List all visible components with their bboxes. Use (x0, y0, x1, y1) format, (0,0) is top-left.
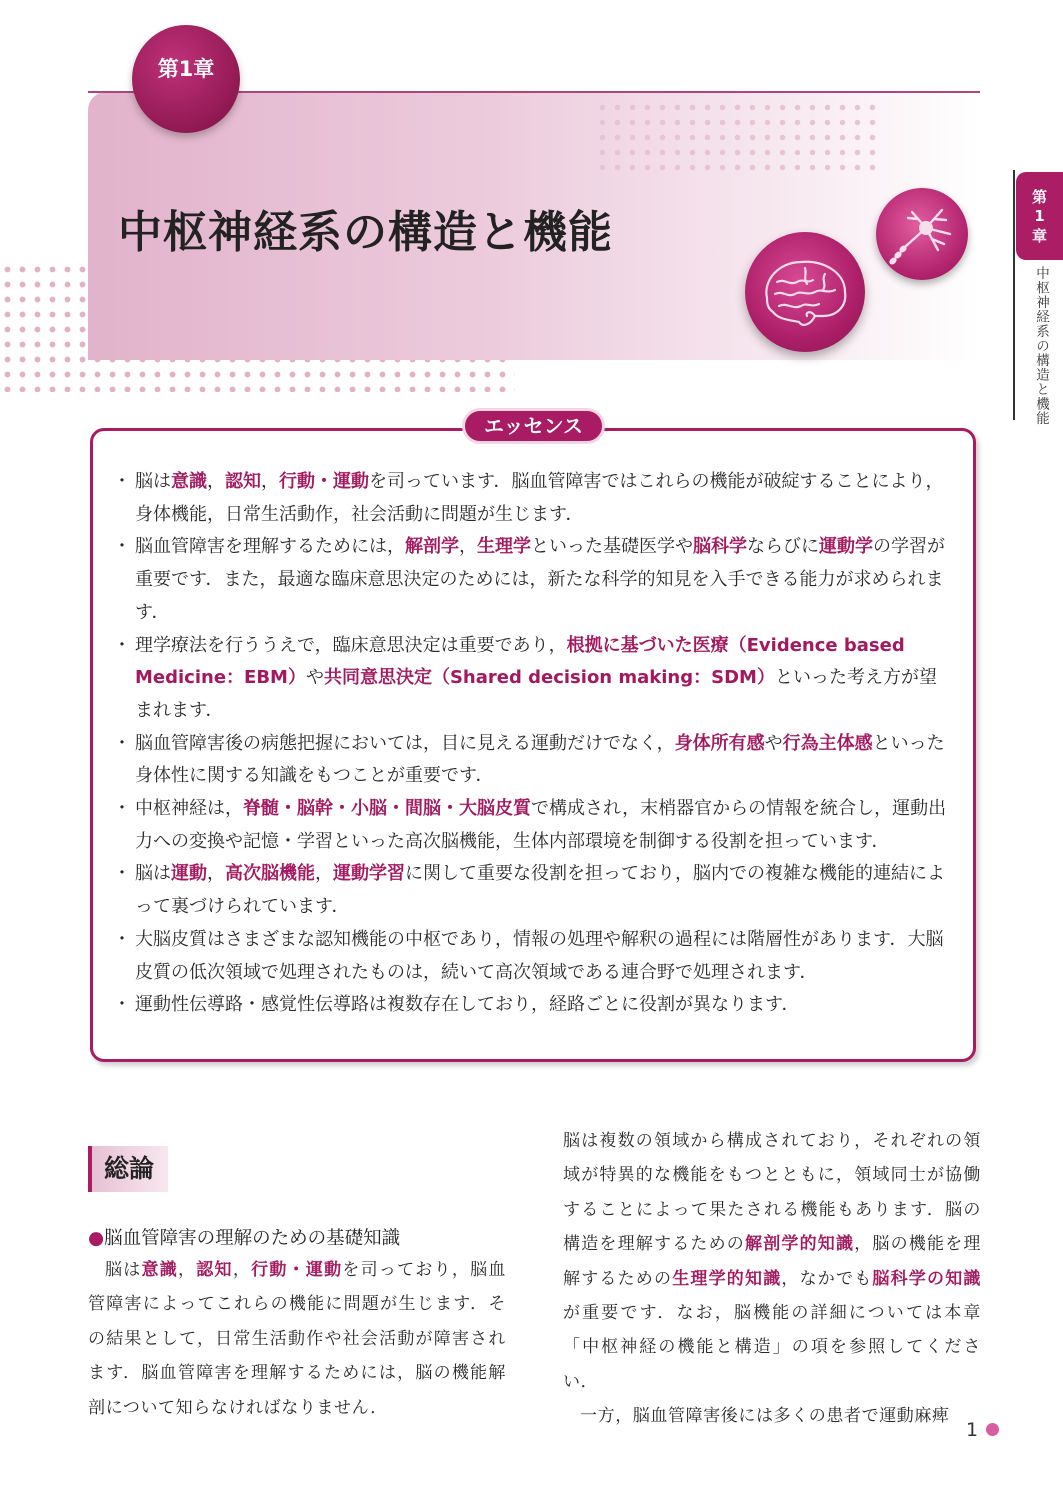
text-segment: に関して重要な役割を担っており，脳内での複雑な機能的連結によって裏づけられています． (135, 863, 945, 918)
essence-item (117, 793, 953, 858)
text-segment: ， (207, 471, 225, 492)
text-segment: を司っています．脳血管障害ではこれらの機能が破綻することにより，身体機能，日常生活動作，社会活動に問題が生じます． (135, 471, 944, 525)
section-label-bar (88, 1146, 92, 1192)
text-segment: 脳は (135, 863, 171, 885)
text-segment: ，脳の機能を理解するための (563, 1234, 981, 1289)
keyword-highlight: 共同意思決定（Shared decision making：SDM） (323, 667, 775, 689)
text-segment: 中枢神経は， (135, 798, 243, 820)
text-segment: 運動性伝導路・感覚性伝導路は複数存在しており，経路ごとに役割が異なります． (135, 994, 800, 1016)
keyword-highlight: 運動学 (819, 536, 873, 558)
keyword-highlight: 行為主体感 (782, 732, 873, 754)
side-tab-line1: 第 (1031, 188, 1047, 206)
keyword-highlight: 意識 (141, 1260, 179, 1280)
text-segment: といった考え方が望まれます． (135, 667, 937, 721)
keyword-highlight: 運動 (171, 863, 207, 885)
text-segment: や (764, 732, 783, 754)
side-tab-line3: 章 (1031, 227, 1047, 245)
keyword-highlight: 脊髄・脳幹・小脳・間脳・大脳皮質 (243, 798, 531, 820)
text-segment: ならびに (747, 536, 819, 558)
text-segment: を司っており，脳血管障害によってこれらの機能に問題が生じます．その結果として，日常生活動作や社会活動が障害されます．脳血管障害を理解するためには，脳の機能解剖について知らなければなりません． (88, 1260, 507, 1418)
keyword-highlight: 認知 (225, 471, 261, 492)
keyword-highlight: 脳科学 (693, 536, 747, 558)
essence-item (117, 630, 953, 728)
essence-item (117, 858, 953, 923)
text-segment: 脳血管障害を理解するためには， (135, 536, 405, 558)
essence-list (117, 466, 953, 1022)
side-tab-line2: 1 (1034, 207, 1045, 225)
neuron-icon (876, 188, 968, 280)
essence-item (117, 531, 953, 629)
keyword-highlight: 行動・運動 (251, 1260, 343, 1280)
essence-label: エッセンス (462, 408, 605, 444)
text-segment: や (305, 667, 324, 689)
essence-item (117, 989, 953, 1022)
text-segment: 脳は (135, 471, 171, 492)
heading-bullet-icon: ● (88, 1228, 105, 1249)
body-paragraph-left (88, 1253, 506, 1425)
keyword-highlight: 運動学習 (333, 863, 405, 885)
essence-item (117, 924, 953, 989)
keyword-highlight: 解剖学 (405, 536, 459, 558)
chapter-badge-label: 第1章 (157, 57, 215, 81)
text-segment: 脳血管障害後の病態把握においては，目に見える運動だけでなく， (135, 732, 675, 754)
keyword-highlight: 根拠に基づいた医療（Evidence based Medicine：EBM） (135, 634, 905, 689)
keyword-highlight: 解剖学的知識 (745, 1234, 855, 1255)
text-segment: 脳は複数の領域から構成されており，それぞれの領域が特異的な機能をもつとともに，領域同士が協働することによって果たされる機能もあります．脳の構造を理解するための (563, 1131, 981, 1255)
text-segment: ， (207, 863, 225, 885)
keyword-highlight: 生理学的知識 (672, 1268, 782, 1289)
text-segment: 大脳皮質はさまざまな認知機能の中枢であり，情報の処理や解釈の過程には階層性があります．大脳皮質の低次領域で処理されたものは，続いて高次領域である連合野で処理されます． (135, 928, 944, 983)
keyword-highlight: 認知 (196, 1260, 233, 1280)
chapter-side-tab (1016, 172, 1063, 260)
page-number: 1 (966, 1419, 979, 1441)
body-column-left (88, 1253, 506, 1425)
section-heading (88, 1224, 400, 1250)
text-segment: で構成され，末梢器官からの情報を統合し，運動出力への変換や記憶・学習といった高次脳機能，生体内部環境を制御する役割を担っています． (135, 798, 947, 852)
essence-item (117, 466, 953, 531)
essence-item (117, 728, 953, 793)
text-segment: が重要です．なお，脳機能の詳細については本章「中枢神経の機能と構造」の項を参照してください． (563, 1303, 981, 1392)
keyword-highlight: 行動・運動 (279, 471, 369, 492)
text-segment: 脳は (105, 1260, 142, 1280)
page-title: 中枢神経系の構造と機能 (118, 207, 613, 258)
page-number-dot (986, 1423, 999, 1436)
chapter-badge (132, 25, 240, 133)
text-segment: ， (459, 536, 477, 558)
keyword-highlight: 身体所有感 (674, 732, 765, 754)
body-paragraph-right-2: 一方，脳血管障害後には多くの患者で運動麻痺 (580, 1406, 950, 1427)
neuron-illustration (876, 188, 968, 280)
dot-pattern-right (595, 100, 885, 175)
brain-illustration (745, 232, 865, 352)
keyword-highlight: 生理学 (477, 536, 531, 558)
text-segment: の学習が重要です．また，最適な臨床意思決定のためには，新たな科学的知見を入手できる能力が求められます． (135, 536, 945, 623)
text-segment: といった基礎医学や (531, 536, 693, 558)
text-segment: ，なかでも (781, 1268, 873, 1289)
text-segment: ， (315, 863, 333, 885)
text-segment: 理学療法を行ううえで，臨床意思決定は重要であり， (135, 634, 567, 656)
keyword-highlight: 脳科学の知識 (872, 1268, 981, 1289)
side-running-title: 中枢神経系の構造と機能 (1033, 266, 1049, 426)
body-paragraph-right (563, 1124, 981, 1399)
section-heading-text: 脳血管障害の理解のための基礎知識 (104, 1228, 401, 1249)
text-segment: といった身体性に関する知識をもつことが重要です． (135, 732, 945, 787)
brain-icon (745, 232, 865, 352)
section-label: 総論 (88, 1146, 168, 1192)
keyword-highlight: 高次脳機能 (225, 863, 315, 885)
keyword-highlight: 意識 (171, 471, 207, 492)
text-segment: ， (261, 471, 279, 492)
text-segment: ， (232, 1260, 252, 1280)
side-divider-line (1013, 170, 1015, 420)
body-column-right (563, 1124, 981, 1434)
text-segment: ， (178, 1260, 197, 1280)
